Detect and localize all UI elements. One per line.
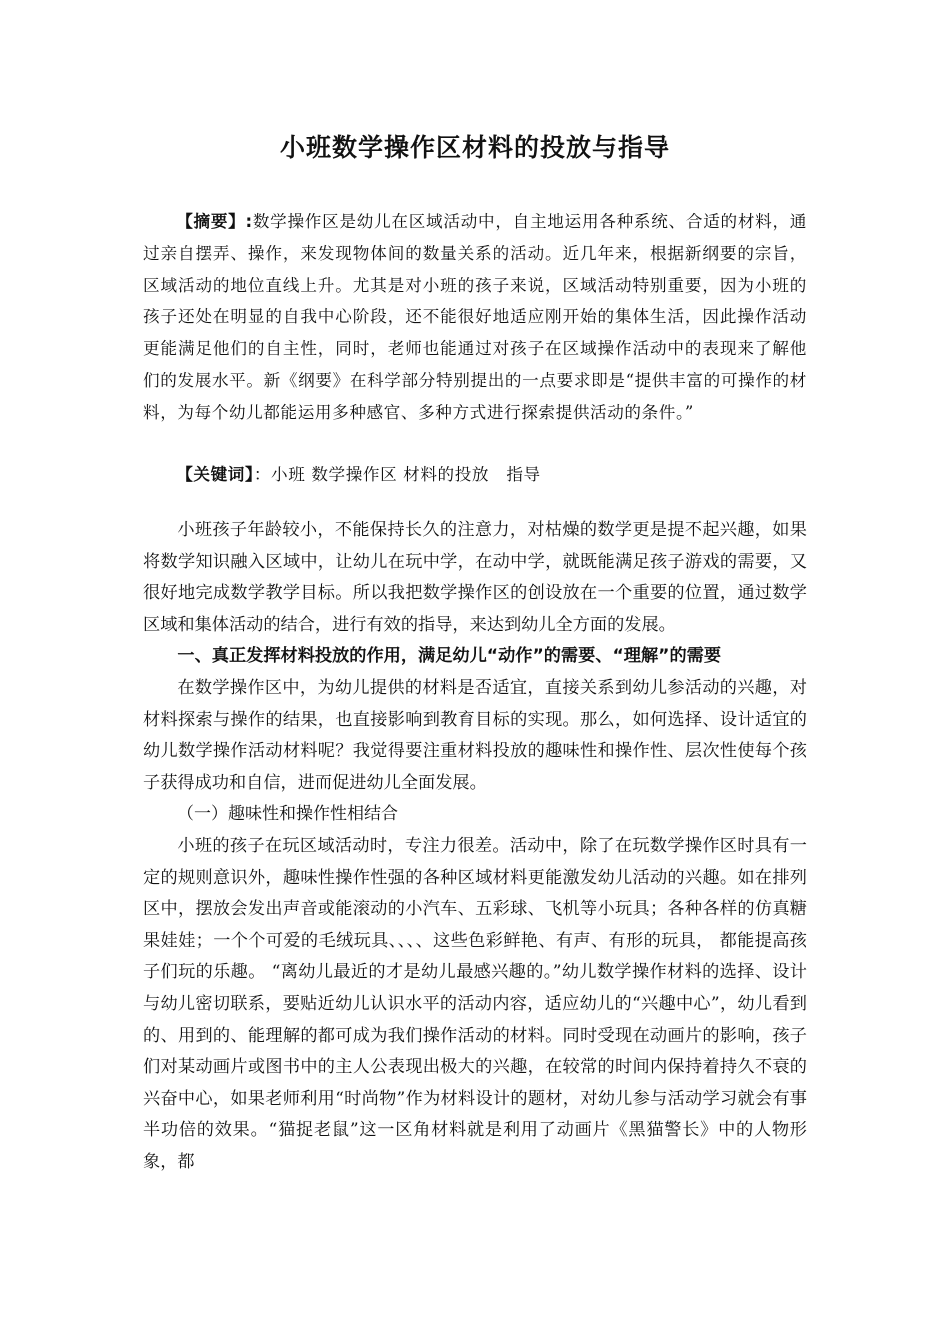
keywords-text: ：小班 数学操作区 材料的投放 指导 [253, 465, 541, 484]
section-heading-1: 一、真正发挥材料投放的作用，满足幼儿“动作”的需要、“理解”的需要 [177, 646, 722, 667]
abstract-text: 数学操作区是幼儿在区域活动中，自主地运用各种系统、合适的材料，通过亲自摆弄、操作，来发现物体间的数量关系的活动。近几年来，根据新纲要的宗旨，区域活动的地位直线上升。尤其是对小班的孩子来说，区域活动特别重要，因为小班的孩子还处在明显的自我中心阶段，还不能很好地适应刚开始的集体生活，因此操作活动更能满足他们的自主性，同时，老师也能通过对孩子在区域操作活动中的表现来了解他们的发展水平。新《纲要》在科学部分特别提出的一点要求即是“提供丰富的可操作的材料，为每个幼儿都能运用多种感官、多种方式进行探索提供活动的条件。” [143, 212, 807, 422]
subsection-1-paragraph: 小班的孩子在玩区域活动时，专注力很差。活动中，除了在玩数学操作区时具有一定的规则意识外，趣味性操作性强的各种区域材料更能激发幼儿活动的兴趣。如在排列区中，摆放会发出声音或能滚动的小汽车、五彩球、飞机等小玩具；各种各样的仿真糖果娃娃；一个个可爱的毛绒玩具、、、、这些色彩鲜艳、有声、有形的玩具， 都能提高孩子们玩的乐趣。 “离幼儿最近的才是幼儿最感兴趣的。”幼儿数学操作材料的选择、设计与幼儿密切联系，要贴近幼儿认识水平的活动内容，适应幼儿的“兴趣中心”，幼儿看到的、用到的、能理解的都可成为我们操作活动的材料。同时受现在动画片的影响，孩子们对某动画片或图书中的主人公表现出极大的兴趣，在较常的时间内保持着持久不衰的兴奋中心，如果老师利用“时尚物”作为材料设计的题材，对幼儿参与活动学习就会有事半功倍的效果。“猫捉老鼠”这一区角材料就是利用了动画片《黑猫警长》中的人物形象，都 [143, 835, 807, 1172]
intro-paragraph: 小班孩子年龄较小，不能保持长久的注意力，对枯燥的数学更是提不起兴趣，如果将数学知识融入区域中，让幼儿在玩中学，在动中学，就既能满足孩子游戏的需要，又很好地完成数学教学目标。所以我把数学操作区的创设放在一个重要的位置，通过数学区域和集体活动的结合，进行有效的指导，来达到幼儿全方面的发展。 [143, 520, 807, 635]
keywords [143, 459, 807, 490]
abstract [143, 206, 807, 429]
body-text [143, 515, 807, 1178]
keywords-label: 【关键词】 [176, 465, 254, 484]
page-title: 小班数学操作区材料的投放与指导 [279, 133, 670, 162]
abstract-label: 【摘要】: [176, 212, 253, 231]
subsection-heading-1: （一）趣味性和操作性相结合 [177, 804, 398, 825]
section-1-paragraph: 在数学操作区中，为幼儿提供的材料是否适宜，直接关系到幼儿参活动的兴趣，对材料探索与操作的结果，也直接影响到教育目标的实现。那么，如何选择、设计适宜的幼儿数学操作活动材料呢？我觉得要注重材料投放的趣味性和操作性、层次性使每个孩子获得成功和自信，进而促进幼儿全面发展。 [143, 677, 807, 793]
